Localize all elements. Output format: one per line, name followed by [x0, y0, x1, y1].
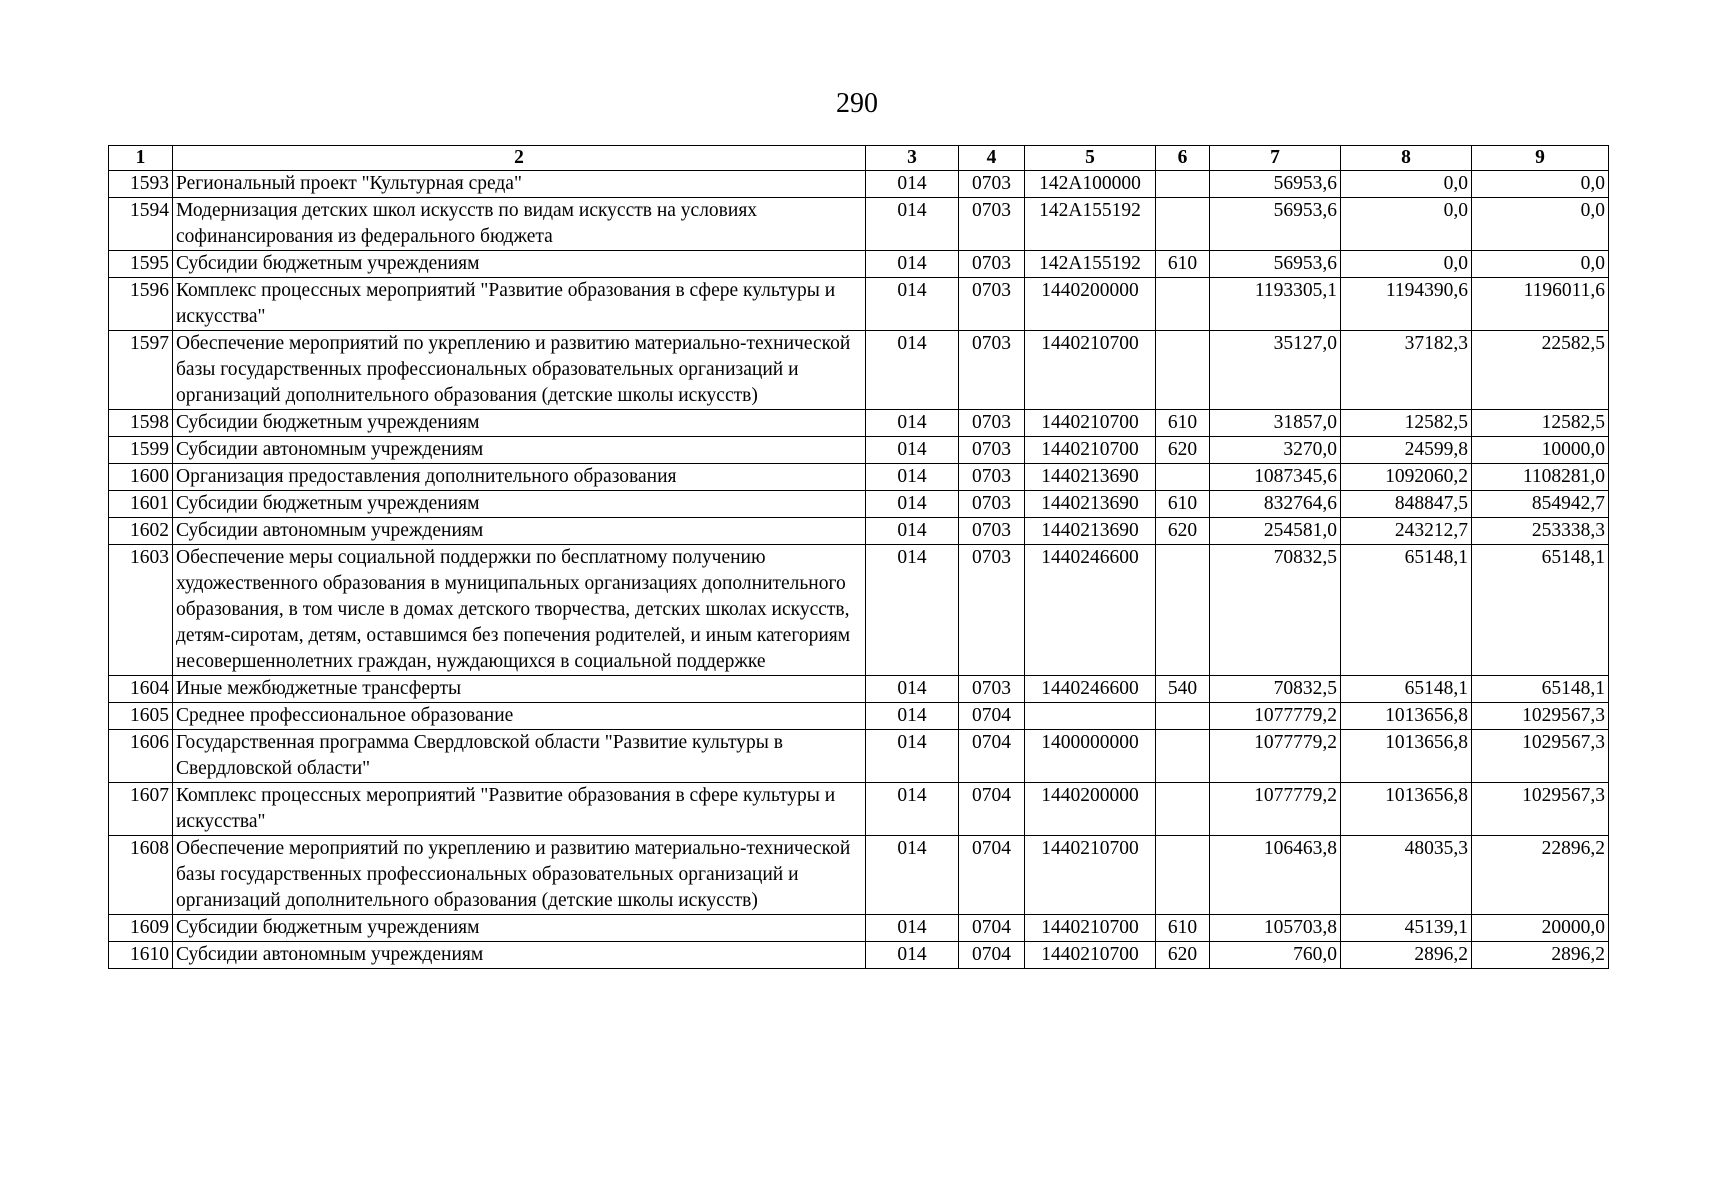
target-article-cell: 142A155192 [1025, 251, 1156, 278]
amount-year2-cell: 1013656,8 [1341, 703, 1472, 730]
amount-year2-cell: 243212,7 [1341, 518, 1472, 545]
table-row [109, 491, 1609, 518]
amount-year3-cell: 1029567,3 [1472, 783, 1609, 836]
expense-type-cell [1156, 545, 1210, 676]
section-code-cell: 0704 [959, 942, 1025, 969]
row-number-cell: 1598 [109, 410, 173, 437]
target-article-cell: 1440213690 [1025, 518, 1156, 545]
target-article-cell: 1440246600 [1025, 676, 1156, 703]
row-name-cell: Региональный проект "Культурная среда" [173, 171, 866, 198]
amount-year1-cell: 106463,8 [1210, 836, 1341, 915]
row-number-cell: 1594 [109, 198, 173, 251]
department-code-cell: 014 [866, 518, 959, 545]
table-row [109, 331, 1609, 410]
table-row [109, 278, 1609, 331]
header-cell: 1 [109, 146, 173, 171]
budget-table [108, 145, 1609, 969]
row-number-cell: 1593 [109, 171, 173, 198]
table-row [109, 518, 1609, 545]
row-name-cell: Среднее профессиональное образование [173, 703, 866, 730]
section-code-cell: 0703 [959, 171, 1025, 198]
target-article-cell: 142A155192 [1025, 198, 1156, 251]
amount-year1-cell: 56953,6 [1210, 251, 1341, 278]
amount-year2-cell: 37182,3 [1341, 331, 1472, 410]
amount-year1-cell: 70832,5 [1210, 676, 1341, 703]
section-code-cell: 0704 [959, 836, 1025, 915]
department-code-cell: 014 [866, 783, 959, 836]
row-number-cell: 1610 [109, 942, 173, 969]
expense-type-cell [1156, 198, 1210, 251]
amount-year2-cell: 0,0 [1341, 198, 1472, 251]
amount-year1-cell: 105703,8 [1210, 915, 1341, 942]
amount-year2-cell: 48035,3 [1341, 836, 1472, 915]
amount-year3-cell: 0,0 [1472, 251, 1609, 278]
amount-year2-cell: 2896,2 [1341, 942, 1472, 969]
department-code-cell: 014 [866, 410, 959, 437]
expense-type-cell: 620 [1156, 437, 1210, 464]
row-name-cell: Субсидии бюджетным учреждениям [173, 251, 866, 278]
amount-year2-cell: 45139,1 [1341, 915, 1472, 942]
table-row [109, 703, 1609, 730]
amount-year3-cell: 65148,1 [1472, 676, 1609, 703]
row-number-cell: 1608 [109, 836, 173, 915]
row-name-cell: Обеспечение мероприятий по укреплению и развитию материально-технической базы государственных профессиональных образовательных организаций и организаций дополнительного образования (детские школы искусств) [173, 836, 866, 915]
department-code-cell: 014 [866, 703, 959, 730]
section-code-cell: 0703 [959, 545, 1025, 676]
target-article-cell: 1400000000 [1025, 730, 1156, 783]
row-number-cell: 1604 [109, 676, 173, 703]
amount-year3-cell: 1029567,3 [1472, 703, 1609, 730]
amount-year1-cell: 254581,0 [1210, 518, 1341, 545]
amount-year2-cell: 0,0 [1341, 171, 1472, 198]
department-code-cell: 014 [866, 198, 959, 251]
amount-year3-cell: 2896,2 [1472, 942, 1609, 969]
row-name-cell: Субсидии автономным учреждениям [173, 942, 866, 969]
table-row [109, 676, 1609, 703]
row-name-cell: Иные межбюджетные трансферты [173, 676, 866, 703]
row-number-cell: 1607 [109, 783, 173, 836]
target-article-cell: 1440210700 [1025, 942, 1156, 969]
target-article-cell: 1440210700 [1025, 331, 1156, 410]
section-code-cell: 0704 [959, 730, 1025, 783]
amount-year3-cell: 12582,5 [1472, 410, 1609, 437]
table-row [109, 836, 1609, 915]
amount-year3-cell: 854942,7 [1472, 491, 1609, 518]
expense-type-cell [1156, 703, 1210, 730]
expense-type-cell [1156, 171, 1210, 198]
target-article-cell: 1440210700 [1025, 437, 1156, 464]
expense-type-cell: 610 [1156, 251, 1210, 278]
table-row [109, 730, 1609, 783]
department-code-cell: 014 [866, 251, 959, 278]
target-article-cell: 1440213690 [1025, 491, 1156, 518]
row-number-cell: 1601 [109, 491, 173, 518]
amount-year2-cell: 1194390,6 [1341, 278, 1472, 331]
expense-type-cell [1156, 464, 1210, 491]
section-code-cell: 0703 [959, 491, 1025, 518]
target-article-cell: 1440200000 [1025, 278, 1156, 331]
expense-type-cell [1156, 331, 1210, 410]
header-cell: 3 [866, 146, 959, 171]
amount-year2-cell: 1092060,2 [1341, 464, 1472, 491]
amount-year3-cell: 1108281,0 [1472, 464, 1609, 491]
header-row [109, 146, 1609, 171]
department-code-cell: 014 [866, 730, 959, 783]
department-code-cell: 014 [866, 464, 959, 491]
amount-year1-cell: 1193305,1 [1210, 278, 1341, 331]
expense-type-cell [1156, 836, 1210, 915]
row-name-cell: Государственная программа Свердловской области "Развитие культуры в Свердловской области" [173, 730, 866, 783]
amount-year3-cell: 65148,1 [1472, 545, 1609, 676]
department-code-cell: 014 [866, 278, 959, 331]
target-article-cell: 1440210700 [1025, 836, 1156, 915]
row-number-cell: 1609 [109, 915, 173, 942]
amount-year3-cell: 22896,2 [1472, 836, 1609, 915]
header-cell: 8 [1341, 146, 1472, 171]
amount-year3-cell: 22582,5 [1472, 331, 1609, 410]
amount-year2-cell: 1013656,8 [1341, 730, 1472, 783]
row-number-cell: 1597 [109, 331, 173, 410]
section-code-cell: 0704 [959, 915, 1025, 942]
target-article-cell: 1440246600 [1025, 545, 1156, 676]
amount-year1-cell: 1087345,6 [1210, 464, 1341, 491]
department-code-cell: 014 [866, 942, 959, 969]
amount-year2-cell: 848847,5 [1341, 491, 1472, 518]
row-name-cell: Комплекс процессных мероприятий "Развитие образования в сфере культуры и искусства" [173, 278, 866, 331]
expense-type-cell: 620 [1156, 942, 1210, 969]
expense-type-cell: 610 [1156, 491, 1210, 518]
amount-year2-cell: 65148,1 [1341, 545, 1472, 676]
table-row [109, 915, 1609, 942]
expense-type-cell [1156, 783, 1210, 836]
row-number-cell: 1603 [109, 545, 173, 676]
section-code-cell: 0703 [959, 198, 1025, 251]
section-code-cell: 0703 [959, 437, 1025, 464]
amount-year2-cell: 1013656,8 [1341, 783, 1472, 836]
target-article-cell: 1440210700 [1025, 410, 1156, 437]
amount-year1-cell: 35127,0 [1210, 331, 1341, 410]
department-code-cell: 014 [866, 545, 959, 676]
header-cell: 6 [1156, 146, 1210, 171]
header-cell: 5 [1025, 146, 1156, 171]
amount-year3-cell: 20000,0 [1472, 915, 1609, 942]
department-code-cell: 014 [866, 676, 959, 703]
amount-year1-cell: 3270,0 [1210, 437, 1341, 464]
department-code-cell: 014 [866, 171, 959, 198]
row-name-cell: Организация предоставления дополнительного образования [173, 464, 866, 491]
amount-year1-cell: 1077779,2 [1210, 703, 1341, 730]
target-article-cell: 1440210700 [1025, 915, 1156, 942]
table-row [109, 783, 1609, 836]
table-row [109, 464, 1609, 491]
target-article-cell: 1440200000 [1025, 783, 1156, 836]
amount-year2-cell: 0,0 [1341, 251, 1472, 278]
section-code-cell: 0704 [959, 703, 1025, 730]
row-number-cell: 1605 [109, 703, 173, 730]
row-name-cell: Комплекс процессных мероприятий "Развитие образования в сфере культуры и искусства" [173, 783, 866, 836]
target-article-cell [1025, 703, 1156, 730]
row-number-cell: 1595 [109, 251, 173, 278]
expense-type-cell: 540 [1156, 676, 1210, 703]
department-code-cell: 014 [866, 331, 959, 410]
row-name-cell: Субсидии бюджетным учреждениям [173, 915, 866, 942]
department-code-cell: 014 [866, 437, 959, 464]
section-code-cell: 0703 [959, 676, 1025, 703]
expense-type-cell: 620 [1156, 518, 1210, 545]
table-row [109, 545, 1609, 676]
target-article-cell: 142A100000 [1025, 171, 1156, 198]
target-article-cell: 1440213690 [1025, 464, 1156, 491]
amount-year1-cell: 832764,6 [1210, 491, 1341, 518]
row-name-cell: Модернизация детских школ искусств по видам искусств на условиях софинансирования из федерального бюджета [173, 198, 866, 251]
row-name-cell: Обеспечение мероприятий по укреплению и развитию материально-технической базы государственных профессиональных образовательных организаций и организаций дополнительного образования (детские школы искусств) [173, 331, 866, 410]
page-number: 290 [836, 88, 878, 119]
amount-year1-cell: 1077779,2 [1210, 783, 1341, 836]
amount-year2-cell: 65148,1 [1341, 676, 1472, 703]
section-code-cell: 0703 [959, 251, 1025, 278]
amount-year3-cell: 253338,3 [1472, 518, 1609, 545]
row-number-cell: 1602 [109, 518, 173, 545]
amount-year3-cell: 10000,0 [1472, 437, 1609, 464]
expense-type-cell [1156, 278, 1210, 331]
row-name-cell: Субсидии бюджетным учреждениям [173, 491, 866, 518]
section-code-cell: 0703 [959, 518, 1025, 545]
amount-year3-cell: 1196011,6 [1472, 278, 1609, 331]
section-code-cell: 0703 [959, 464, 1025, 491]
row-number-cell: 1600 [109, 464, 173, 491]
expense-type-cell: 610 [1156, 915, 1210, 942]
header-cell: 7 [1210, 146, 1341, 171]
amount-year3-cell: 0,0 [1472, 198, 1609, 251]
table-row [109, 942, 1609, 969]
amount-year2-cell: 24599,8 [1341, 437, 1472, 464]
row-name-cell: Обеспечение меры социальной поддержки по бесплатному получению художественного образования в муниципальных организациях дополнительного образования, в том числе в домах детского творчества, детских школах искусств, детям-сиротам, детям, оставшимся без попечения родителей, и иным категориям несовершеннолетних граждан, нуждающихся в социальной поддержке [173, 545, 866, 676]
row-name-cell: Субсидии автономным учреждениям [173, 437, 866, 464]
expense-type-cell: 610 [1156, 410, 1210, 437]
section-code-cell: 0703 [959, 331, 1025, 410]
header-cell: 9 [1472, 146, 1609, 171]
amount-year1-cell: 760,0 [1210, 942, 1341, 969]
section-code-cell: 0703 [959, 278, 1025, 331]
table-row [109, 171, 1609, 198]
department-code-cell: 014 [866, 491, 959, 518]
amount-year1-cell: 31857,0 [1210, 410, 1341, 437]
department-code-cell: 014 [866, 915, 959, 942]
department-code-cell: 014 [866, 836, 959, 915]
amount-year3-cell: 1029567,3 [1472, 730, 1609, 783]
row-name-cell: Субсидии бюджетным учреждениям [173, 410, 866, 437]
row-name-cell: Субсидии автономным учреждениям [173, 518, 866, 545]
header-cell: 2 [173, 146, 866, 171]
amount-year1-cell: 1077779,2 [1210, 730, 1341, 783]
amount-year3-cell: 0,0 [1472, 171, 1609, 198]
amount-year1-cell: 56953,6 [1210, 171, 1341, 198]
row-number-cell: 1599 [109, 437, 173, 464]
table-row [109, 410, 1609, 437]
table-row [109, 437, 1609, 464]
table-row [109, 251, 1609, 278]
section-code-cell: 0703 [959, 410, 1025, 437]
section-code-cell: 0704 [959, 783, 1025, 836]
row-number-cell: 1606 [109, 730, 173, 783]
expense-type-cell [1156, 730, 1210, 783]
header-cell: 4 [959, 146, 1025, 171]
amount-year2-cell: 12582,5 [1341, 410, 1472, 437]
table-row [109, 198, 1609, 251]
table-body [109, 171, 1609, 969]
amount-year1-cell: 56953,6 [1210, 198, 1341, 251]
amount-year1-cell: 70832,5 [1210, 545, 1341, 676]
row-number-cell: 1596 [109, 278, 173, 331]
